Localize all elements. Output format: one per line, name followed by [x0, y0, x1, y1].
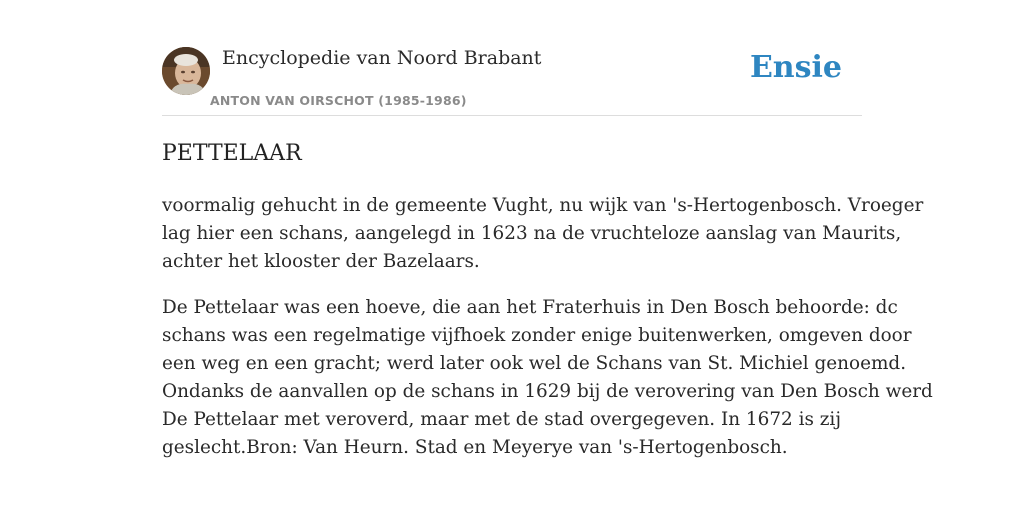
article-body	[162, 192, 933, 480]
text-line: De Pettelaar was een hoeve, die aan het Fraterhuis in Den Bosch behoorde: dc	[162, 297, 898, 318]
text-line: lag hier een schans, aangelegd in 1623 na de vruchteloze aanslag van Maurits,	[162, 223, 902, 244]
header-divider	[162, 115, 862, 116]
article-header	[162, 46, 862, 116]
paragraph-1	[162, 192, 924, 276]
text-line: een weg en een gracht; werd later ook wel de Schans van St. Michiel genoemd.	[162, 353, 907, 374]
text-line: schans was een regelmatige vijfhoek zonder enige buitenwerken, omgeven door	[162, 325, 912, 346]
text-line: achter het klooster der Bazelaars.	[162, 251, 480, 272]
author-portrait-icon	[162, 47, 210, 95]
text-line: De Pettelaar met veroverd, maar met de stad overgegeven. In 1672 is zij	[162, 409, 842, 430]
article-title: PETTELAAR	[162, 141, 302, 166]
encyclopedia-title[interactable]: Encyclopedie van Noord Brabant	[222, 47, 542, 69]
author-avatar[interactable]	[162, 47, 210, 95]
text-line: geslecht.Bron: Van Heurn. Stad en Meyerye van 's-Hertogenbosch.	[162, 437, 788, 458]
ensie-logo[interactable]: Ensie	[749, 50, 842, 85]
text-line: Ondanks de aanvallen op de schans in 1629 bij de verovering van Den Bosch werd	[162, 381, 933, 402]
paragraph-2	[162, 294, 933, 462]
text-line: voormalig gehucht in de gemeente Vught, nu wijk van 's-Hertogenbosch. Vroeger	[162, 195, 924, 216]
author-name[interactable]: ANTON VAN OIRSCHOT (1985-1986)	[210, 93, 467, 108]
